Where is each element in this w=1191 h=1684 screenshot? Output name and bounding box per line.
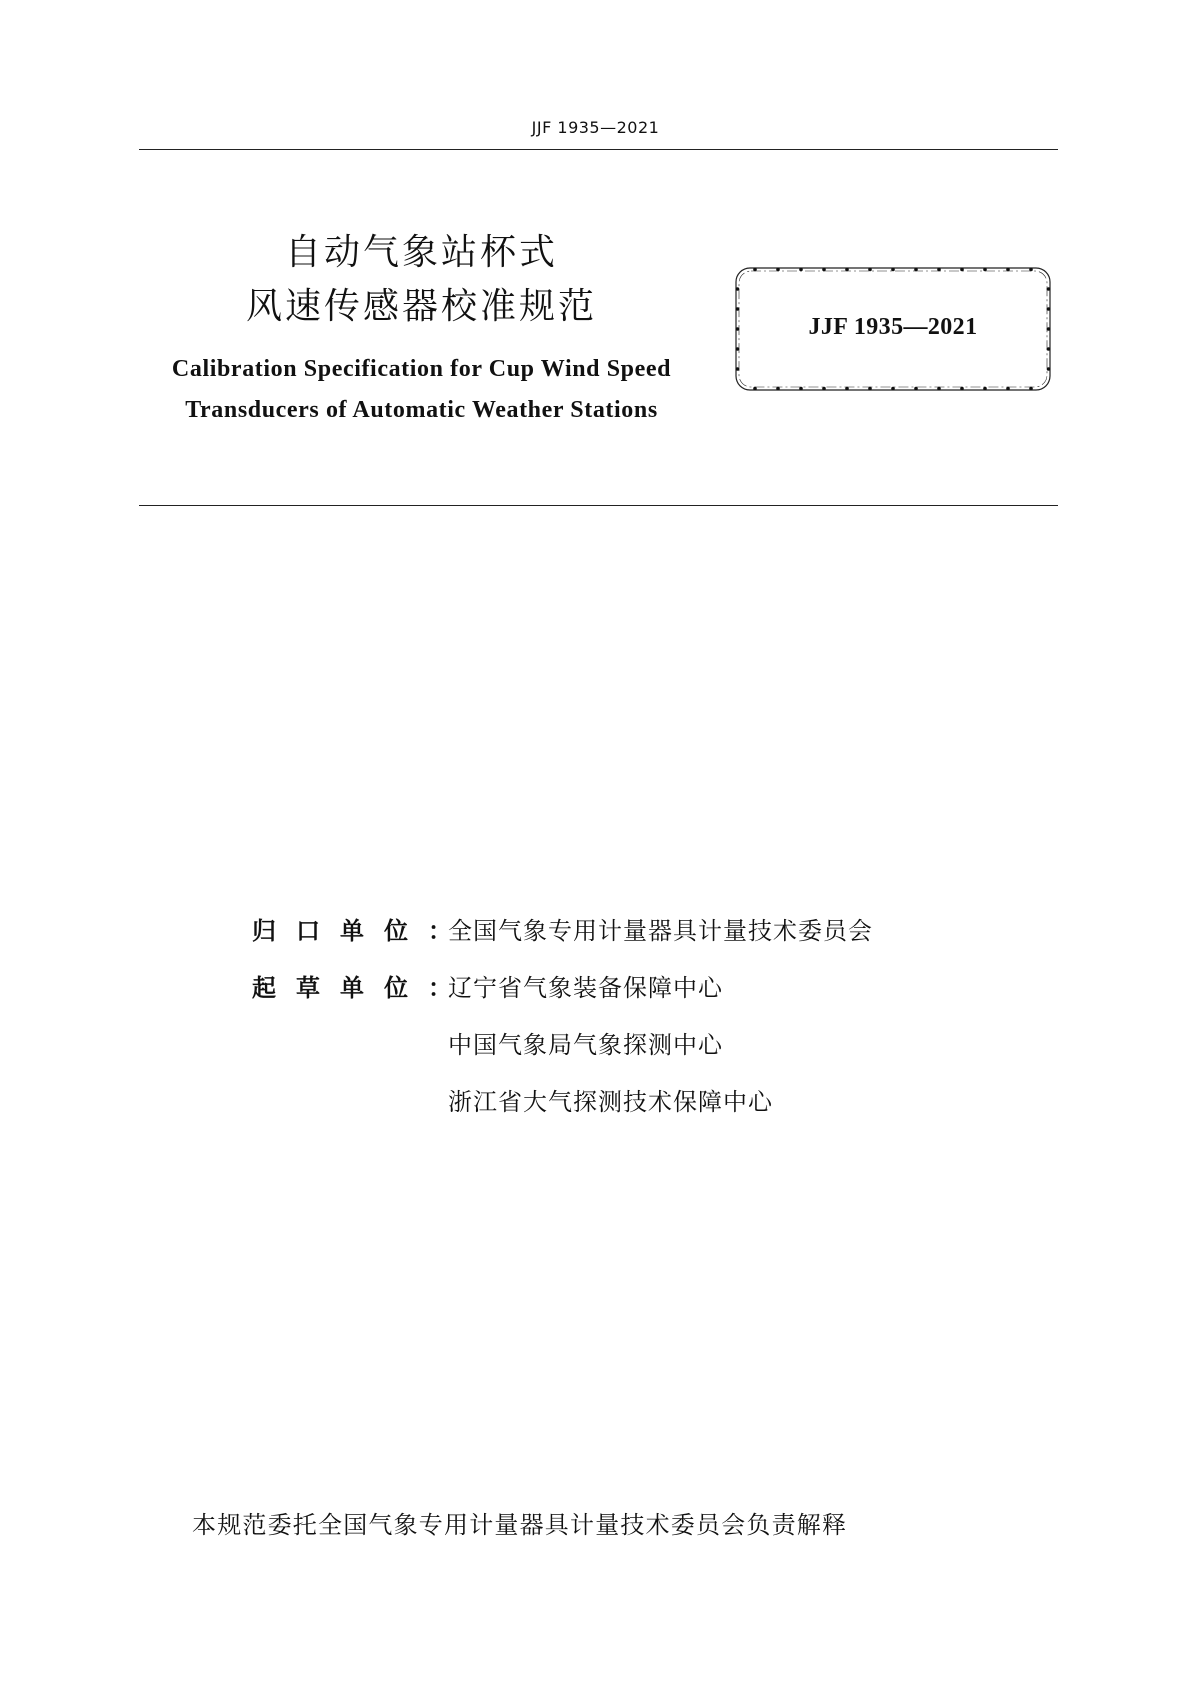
border-dot (822, 268, 826, 272)
border-dot (1047, 287, 1051, 291)
drafting-unit-label: 起草单位： (252, 974, 452, 1002)
drafting-unit-value-2: 中国气象局气象探测中心 (448, 1031, 723, 1059)
border-dot (914, 387, 918, 391)
border-dot (983, 387, 987, 391)
border-dot (891, 387, 895, 391)
drafting-unit-value-1: 辽宁省气象装备保障中心 (448, 974, 723, 1002)
border-dot (937, 387, 941, 391)
responsible-unit-value: 全国气象专用计量器具计量技术委员会 (448, 917, 873, 945)
border-dot (736, 307, 740, 311)
border-dot (891, 268, 895, 272)
border-dot (753, 387, 757, 391)
border-dot (868, 387, 872, 391)
responsible-unit-row (252, 911, 873, 951)
title-zh-line-2: 风速传感器校准规范 (245, 286, 597, 327)
border-dot (1047, 307, 1051, 311)
border-dot (1029, 268, 1033, 272)
drafting-unit-row (252, 968, 723, 1008)
border-dot (776, 268, 780, 272)
border-dot (845, 268, 849, 272)
border-dot (960, 387, 964, 391)
title-en-line-1: Calibration Specification for Cup Wind Speed (171, 356, 672, 382)
title-en-line-2: Transducers of Automatic Weather Stations (185, 397, 658, 423)
border-dot (1047, 347, 1051, 351)
border-dot (799, 387, 803, 391)
border-dot (776, 387, 780, 391)
drafting-unit-value-3: 浙江省大气探测技术保障中心 (448, 1088, 773, 1116)
interpretation-note: 本规范委托全国气象专用计量器具计量技术委员会负责解释 (192, 1511, 848, 1539)
title-bottom-rule (139, 505, 1058, 506)
code-box (733, 265, 1053, 393)
border-dot (736, 367, 740, 371)
border-dot (983, 268, 987, 272)
border-dot (845, 387, 849, 391)
header-rule (139, 149, 1058, 150)
border-dot (914, 268, 918, 272)
border-dot (736, 287, 740, 291)
responsible-unit-label: 归口单位： (252, 917, 452, 945)
border-dot (937, 268, 941, 272)
border-dot (868, 268, 872, 272)
title-zh-line-1: 自动气象站杯式 (284, 232, 558, 273)
border-dot (960, 268, 964, 272)
running-header-code: JJF 1935—2021 (531, 118, 660, 137)
border-dot (1047, 367, 1051, 371)
code-box-text: JJF 1935—2021 (808, 314, 978, 340)
border-dot (1029, 387, 1033, 391)
border-dot (753, 268, 757, 272)
border-dot (736, 347, 740, 351)
border-dot (822, 387, 826, 391)
border-dot (799, 268, 803, 272)
border-dot (1006, 268, 1010, 272)
border-dot (1006, 387, 1010, 391)
